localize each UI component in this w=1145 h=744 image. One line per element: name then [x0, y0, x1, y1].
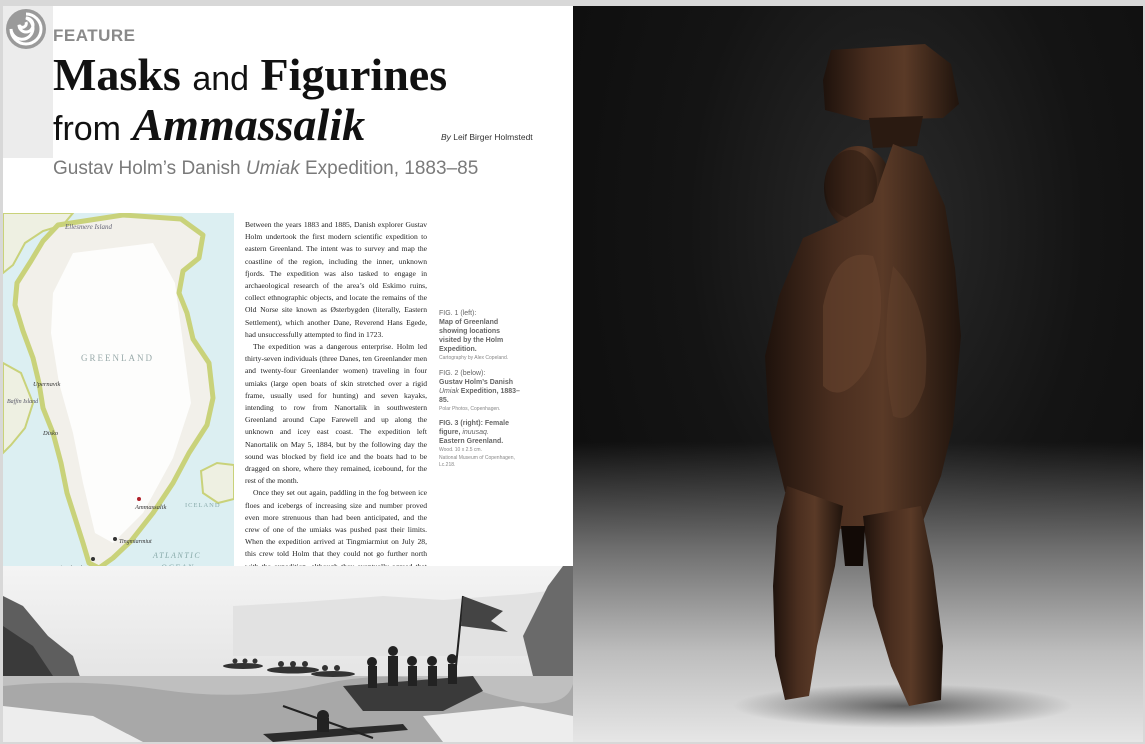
map-marker-ammassalik [137, 497, 141, 501]
subtitle [53, 158, 478, 180]
map-label-disko: Disko [43, 430, 59, 437]
body-paragraph: The expedition was a dangerous enterprise. Holm led thirty-seven individuals (three Danes, ten Greenlander men and twenty-four Greenlander women) traveling in four umiaks (large open boats of skin stretched over a rigid frame, usually used for hunting) and seven kayaks, intending to row from Nanortalik in southwestern Greenland around Cape Farewell and up along the unknown and icey east coast. The expedition left Nanortalik on May 5, 1884, but by the following day the sound was blocked by field ice and the boats had to be dragged on shore, where they remained, icebound, for the rest of the month. [245, 342, 427, 486]
body-paragraph: Between the years 1883 and 1885, Danish explorer Gustav Holm undertook the first modern scientific expedition to eastern Greenland. The intent was to survey and map the coastline of the region, including the inner, unknown fjords. The expedition was also tasked to engage in archaeological research of the area’s old Eskimo ruins, collect ethnographic objects, and locate the remains of the Old Norse site known as Østerbygden (literally, Eastern Settlement), which another Dane, Reverend Hans Egede, had unsuccessfully attempted to find in 1723. [245, 220, 427, 339]
caption-fig2-title-pre: Gustav Holm’s Danish [439, 378, 514, 386]
caption-fig2-title-italic: Umiak [439, 387, 459, 395]
caption-fig2-title-post: Expedition, 1883–85. [439, 387, 520, 404]
swirl-logo-icon [5, 8, 47, 50]
byline [441, 132, 533, 142]
map-label-baffin: Baffin Island [7, 399, 39, 405]
caption-fig3 [439, 419, 521, 469]
caption-fig1 [439, 309, 521, 362]
expedition-engraving [3, 566, 573, 742]
map-graphic [3, 213, 234, 595]
title-word-figurines: Figurines [260, 49, 448, 100]
byline-by: By [441, 132, 451, 142]
caption-fig3-title: Eastern Greenland. [439, 438, 504, 445]
caption-fig2 [439, 369, 521, 413]
body-paragraph: Once they set out again, paddling in the fog between ice floes and icebergs of increasing size and number proved even more strenuous than had been anticipated, and the crew of one of the umiaks was pushed past their limits. When the expedition arrived at Tingmiarmiut on July 28, this crew told Holm that they could not go further north [245, 488, 427, 559]
caption-fig1-title: Map of Greenland showing locations visited by the Holm Expedition. [439, 319, 504, 353]
caption-fig3-head-line [439, 419, 521, 437]
title-word-ammassalik: Ammassalik [132, 99, 366, 150]
caption-fig2-title [439, 378, 521, 405]
caption-fig2-head: FIG. 2 (below): [439, 369, 486, 377]
page-title-line1 [53, 50, 447, 104]
greenland-map [3, 213, 234, 595]
map-label-upernavik: Upernavik [33, 381, 61, 388]
page-title-line2 [53, 100, 365, 154]
left-page [3, 6, 573, 742]
map-marker-osterbygden [91, 557, 95, 561]
caption-fig3-head-italic: inuusaq. [462, 429, 489, 436]
caption-fig3-credit1: Wood. 10 x 2.5 cm. [439, 447, 482, 453]
map-label-ellesmere: Ellesmere Island [65, 223, 112, 231]
title-word-masks: Masks [53, 49, 181, 100]
caption-fig3-credit2: National Museum of Copenhagen, [439, 454, 515, 461]
subtitle-pre: Gustav Holm’s Danish [53, 158, 246, 179]
right-page-photo [573, 6, 1143, 742]
title-word-from: from [53, 110, 121, 148]
map-label-greenland: GREENLAND [81, 353, 154, 363]
map-label-atlantic: ATLANTIC [153, 551, 202, 560]
caption-fig2-credit: Polar Photos, Copenhagen. [439, 405, 501, 412]
article-body [245, 219, 427, 597]
female-figurine-image [573, 6, 1143, 742]
caption-fig3-head: FIG. 3 (right): Female figure, [439, 420, 510, 436]
byline-author: Leif Birger Holmstedt [453, 132, 533, 142]
subtitle-post: Expedition, 1883–85 [299, 158, 479, 179]
engraving-image [3, 566, 573, 742]
figure-captions [439, 309, 521, 476]
map-marker-tingmiarmiut [113, 537, 117, 541]
subtitle-italic: Umiak [245, 158, 300, 179]
caption-fig1-credit: Cartography by Alex Copeland. [439, 355, 509, 361]
section-label: FEATURE [53, 26, 136, 45]
title-word-and: and [192, 60, 250, 98]
map-label-tingmiarmiut: Tingmiarmiut [119, 539, 152, 545]
caption-fig3-credit3: Lc.218. [439, 462, 456, 468]
map-label-ammassalik: Ammassalik [135, 504, 167, 511]
caption-fig1-head: FIG. 1 (left): [439, 310, 477, 317]
map-label-iceland: ICELAND [185, 502, 221, 509]
